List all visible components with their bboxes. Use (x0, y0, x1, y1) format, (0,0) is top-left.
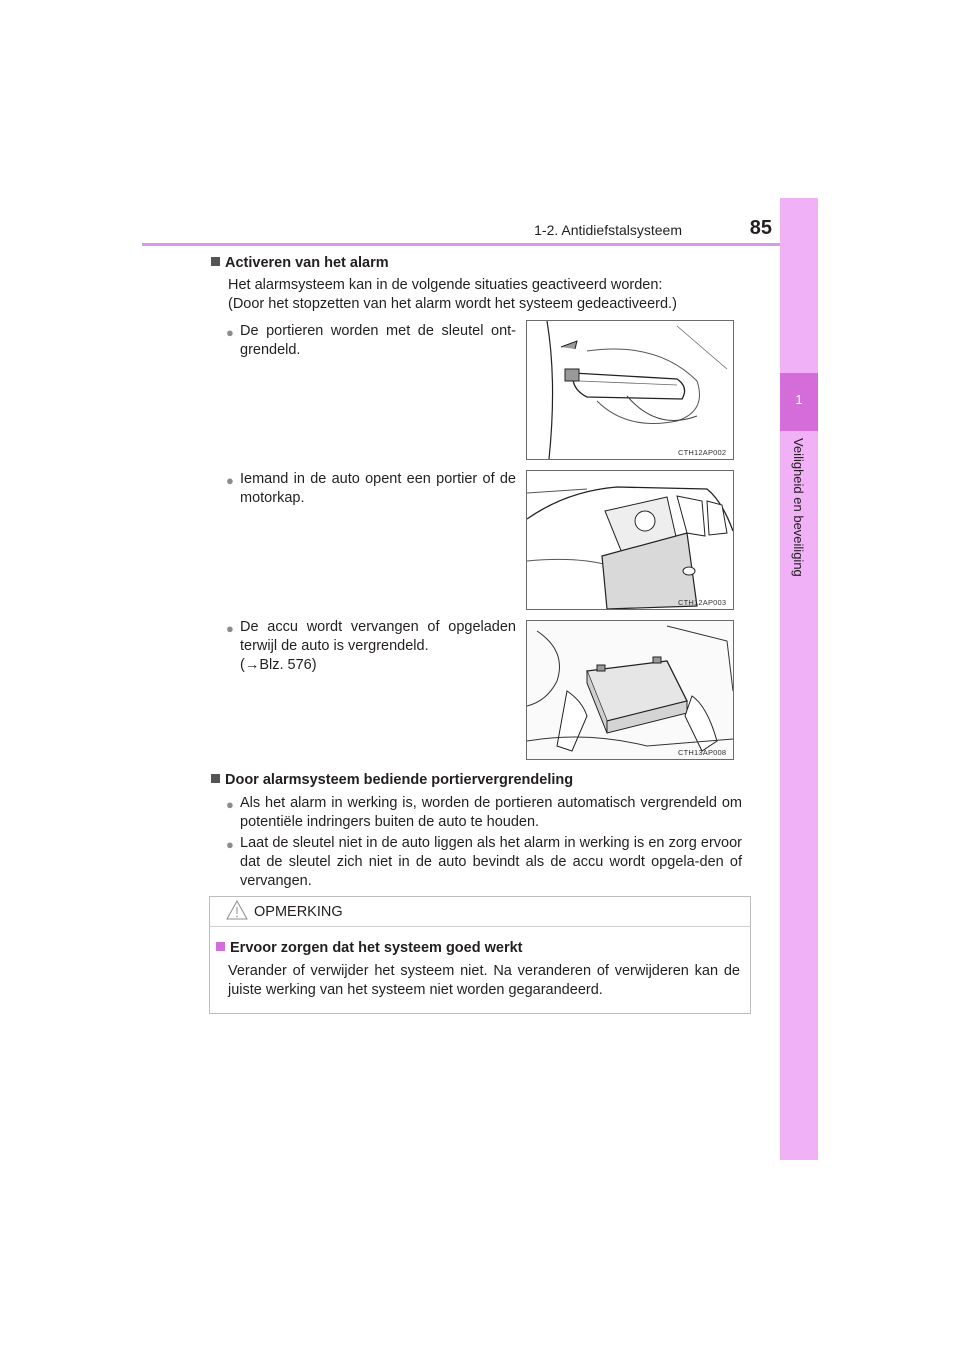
figure-code-3: CTH13AP008 (678, 748, 727, 757)
warning-triangle-icon (226, 900, 248, 925)
circle-bullet-icon: ● (226, 837, 234, 852)
chapter-number: 1 (795, 392, 803, 407)
lock-item-1: ● Als het alarm in werking is, worden de portieren automatisch vergrendeld om potentiële indringers buiten de auto te houden. (226, 795, 742, 830)
circle-bullet-icon: ● (226, 797, 234, 812)
alarm-item-3: ● De accu wordt vervangen of opgeladen terwijl de auto is vergrendeld. (→Blz. 576) (226, 619, 516, 673)
note-title: OPMERKING (254, 904, 343, 920)
figure-code-2: CTH12AP003 (678, 598, 727, 607)
circle-bullet-icon: ● (226, 325, 234, 340)
alarm-intro-2: (Door het stopzetten van het alarm wordt het systeem gedeactiveerd.) (228, 296, 677, 312)
header-rule (142, 243, 818, 246)
chapter-title: Veiligheid en beveiliging (791, 438, 806, 577)
note-body: Verander of verwijder het systeem niet. Na veranderen of verwijderen kan de juiste werking van het systeem niet worden gegarandeerd. (228, 963, 740, 998)
note-header-divider (210, 926, 750, 927)
square-bullet-icon (216, 942, 225, 951)
figure-door-key (526, 320, 734, 460)
square-bullet-icon (211, 257, 220, 266)
alarm-heading: Activeren van het alarm (211, 255, 389, 271)
section-title: 1-2. Antidiefstalsysteem (534, 222, 682, 238)
figure-battery (526, 620, 734, 760)
page-reference: (→Blz. 576) (240, 657, 317, 673)
lock-heading: Door alarmsysteem bediende portiervergrendeling (211, 772, 573, 788)
chapter-side-tab (780, 198, 818, 1160)
circle-bullet-icon: ● (226, 621, 234, 636)
figure-car-door (526, 470, 734, 610)
lock-item-2: ● Laat de sleutel niet in de auto liggen als het alarm in werking is en zorg ervoor dat de sleutel zich niet in de auto bevindt als de accu wordt opgela-den of vervangen. (226, 835, 742, 889)
alarm-item-2: ● Iemand in de auto opent een portier of de motorkap. (226, 471, 516, 506)
square-bullet-icon (211, 774, 220, 783)
figure-code-1: CTH12AP002 (678, 448, 727, 457)
page-number: 85 (749, 217, 772, 239)
alarm-intro-1: Het alarmsysteem kan in de volgende situaties geactiveerd worden: (228, 277, 663, 293)
alarm-item-1: ● De portieren worden met de sleutel ont-grendeld. (226, 323, 516, 358)
circle-bullet-icon: ● (226, 473, 234, 488)
note-heading: Ervoor zorgen dat het systeem goed werkt (216, 940, 523, 956)
